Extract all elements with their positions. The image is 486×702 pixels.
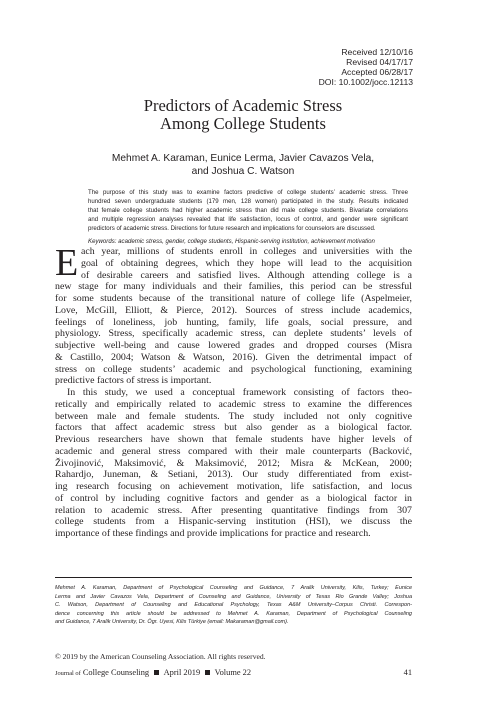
body-line: Love, McGill, Elliott, & Pierce, 2012). Sources of stress include academics, [55, 304, 412, 316]
body-line: ach year, millions of students enroll in colleges and universities with the [81, 246, 412, 257]
body-line: Previous researchers have shown that female students have higher levels of [55, 434, 412, 445]
footnote-line: and Guidance, 7 Aralik University, Dr. Ögr. Uyesi, Kilis Türkiye (email: Makaraman@gmail.com). [55, 619, 289, 626]
footnote-divider [55, 577, 412, 578]
copyright-notice: © 2019 by the American Counseling Association. All rights reserved. [55, 652, 266, 661]
author-line: and Joshua C. Watson [191, 166, 295, 177]
body-line: Živojinović, Maksimović, & Maksimović, 2012; Misra & McKean, 2000; [55, 457, 412, 469]
square-bullet-icon [154, 670, 159, 675]
author-list [60, 152, 426, 178]
body-line: college students from a Hispanic-serving institution (HSI), we discuss the [55, 516, 412, 528]
journal-name: College Counseling [82, 668, 150, 677]
body-line: of desirable careers and satisfied lives. Although attending college is a [81, 269, 412, 281]
body-line: new stage for many individuals and their families, this period can be stressful [55, 281, 412, 293]
body-line: physiology. Stress, specifically academic stress, can deplete students’ levels of [55, 328, 412, 340]
body-line: feelings of loneliness, job hunting, family, life goals, social pressure, and [55, 316, 412, 328]
body-line: between male and female students. The study included not only cognitive [55, 410, 412, 422]
body-line: academic and general stress compared with their male counterparts (Backović, [55, 445, 412, 457]
author-line: Mehmet A. Karaman, Eunice Lerma, Javier Cavazos Vela, [111, 153, 375, 164]
body-line: In this study, we used a conceptual framework consisting of factors theo- [67, 387, 412, 398]
abstract-line: hundred seven undergraduate students (179 men, 128 women) participated in the study. Results indicated [88, 198, 408, 206]
volume: Volume 22 [214, 668, 252, 677]
received-date: Received 12/10/16 [341, 47, 413, 57]
article-history [319, 47, 413, 87]
article-title [60, 97, 426, 133]
body-line: relation to academic stress. After presenting quantitative findings from 307 [55, 504, 412, 516]
keywords-list: academic stress, gender, college students, Hispanic-serving institution, achievement motivation [116, 238, 375, 246]
page-number: 41 [403, 668, 412, 677]
square-bullet-icon [205, 670, 210, 675]
body-line: importance of these findings and provide implications for practice and research. [55, 528, 371, 539]
body-line: retically and empirically related to academic stress to examine the differences [55, 398, 412, 410]
issue-date: April 2019 [163, 668, 201, 677]
journal-prefix: Journal of [55, 670, 81, 677]
footnote-line: Mehmet A. Karaman, Department of Psychological Counseling and Guidance, 7 Aralik University, Kilis, Turkey; Eunice [55, 585, 412, 591]
body-line: factors that affect academic stress but also gender as a biological factor. [55, 422, 412, 434]
body-line: & Castillo, 2004; Watson & Watson, 2016). Given the detrimental impact of [55, 351, 412, 363]
abstract-line: and multiple regression analyses revealed that life satisfaction, locus of control, and gender were significant [88, 216, 408, 224]
body-line: stress on college students’ academic and psychological functioning, examining [55, 363, 412, 375]
body-line: subjective well-being and cause lowered grades and dropped courses (Misra [55, 340, 412, 351]
body-line: ing research focusing on achievement motivation, life satisfaction, and locus [55, 481, 412, 492]
body-line: goal of obtaining degrees, which they hope will lead to the acquisition [81, 257, 412, 269]
body-line: predictive factors of stress is important. [55, 375, 212, 387]
footnote-line: Lerma and Javier Cavazos Vela, Department of Counseling and Guidance, University of Texas Rio Grande Valley; Joshua [55, 593, 412, 600]
abstract [88, 188, 408, 247]
keywords-label: Keywords: [88, 238, 117, 246]
accepted-date: Accepted 06/28/17 [341, 67, 413, 77]
abstract-line: that female college students had higher academic stress than did male college students. Bivariate correlations [88, 207, 408, 215]
journal-footer [55, 668, 251, 677]
footnote-line: dence concerning this article should be addressed to Mehmet A. Karaman, Department of Psychological Counseling [55, 610, 412, 617]
abstract-line: The purpose of this study was to examine factors predictive of college students’ academic stress. Three [88, 189, 408, 196]
title-line: Predictors of Academic Stress [143, 96, 343, 115]
body-line: of control by including cognitive factors and gender as a biological factor in [55, 492, 412, 504]
doi: DOI: 10.1002/jocc.12113 [318, 77, 413, 87]
author-footnote [55, 584, 412, 627]
revised-date: Revised 04/17/17 [346, 57, 413, 67]
title-line: Among College Students [160, 114, 326, 133]
abstract-line: predictors of academic stress. Directions for future research and implications for counselors are discussed. [88, 225, 376, 233]
body-line: for some students because of the transitional nature of college life (Aspelmeier, [55, 293, 412, 304]
drop-cap: E [55, 242, 79, 284]
footnote-line: C. Watson, Department of Counseling and Educational Psychology, Texas A&M University–Corpus Christi. Correspon- [55, 602, 412, 609]
body-line: Rahardjo, Juneman, & Setiani, 2013). Our study differentiated from exist- [55, 469, 412, 481]
